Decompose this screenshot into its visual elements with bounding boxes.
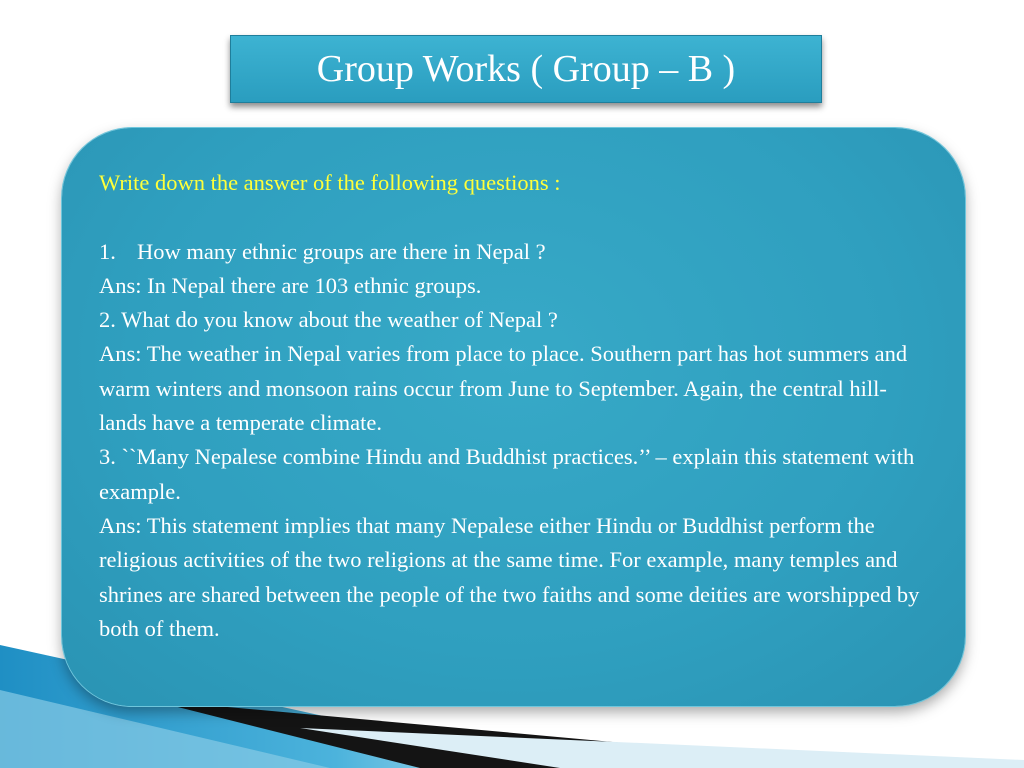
question-1-text: How many ethnic groups are there in Nepal ?	[137, 238, 546, 264]
answer-2: Ans: The weather in Nepal varies from place to place. Southern part has hot summers and warm winters and monsoon rains occur from June to September. Again, the central hill-lands have a temperate climate.	[99, 341, 908, 436]
answer-3: Ans: This statement implies that many Nepalese either Hindu or Buddhist perform the religious activities of the two religions at the same time. For example, many temples and shrines are shared between the people of the two faiths and some deities are worshipped by both of them.	[99, 512, 920, 641]
question-3: 3. ``Many Nepalese combine Hindu and Buddhist practices.’’ – explain this statement with example.	[99, 444, 915, 504]
question-2: 2. What do you know about the weather of Nepal ?	[99, 307, 558, 333]
title-banner	[230, 35, 822, 103]
spacer	[99, 200, 925, 234]
answer-1: Ans: In Nepal there are 103 ethnic groups.	[99, 272, 482, 298]
question-1-number: 1.	[99, 238, 116, 264]
question-1	[99, 235, 925, 269]
slide-title: Group Works ( Group – B )	[316, 48, 736, 90]
question-panel	[62, 128, 965, 706]
instruction-text: Write down the answer of the following questions :	[99, 170, 561, 195]
